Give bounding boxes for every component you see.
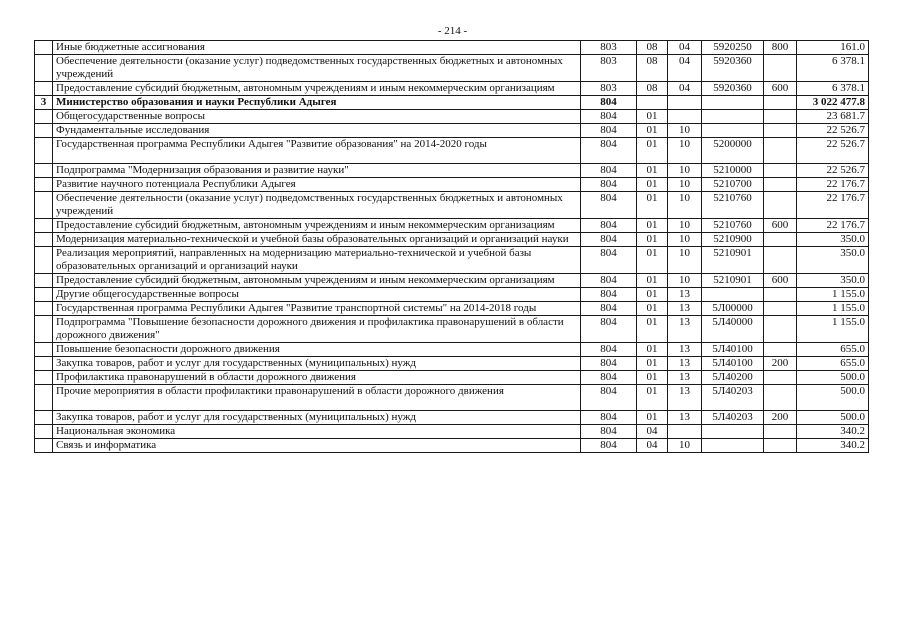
amount-cell: 23 681.7 (797, 110, 869, 124)
table-row (35, 425, 869, 439)
item-name-cell: Фундаментальные исследования (53, 124, 581, 138)
amount-cell: 22 526.7 (797, 138, 869, 164)
expense-type-code-cell (764, 110, 797, 124)
ministry-code-cell: 804 (581, 124, 637, 138)
expense-type-code-cell (764, 316, 797, 343)
section-code-cell: 08 (637, 41, 668, 55)
amount-cell: 1 155.0 (797, 302, 869, 316)
subsection-code-cell: 04 (668, 82, 702, 96)
table-row (35, 110, 869, 124)
subsection-code-cell: 13 (668, 343, 702, 357)
expense-type-code-cell (764, 96, 797, 110)
subsection-code-cell: 10 (668, 138, 702, 164)
table-row (35, 138, 869, 164)
table-row (35, 55, 869, 82)
item-name-cell: Закупка товаров, работ и услуг для государственных (муниципальных) нужд (53, 357, 581, 371)
target-article-code-cell: 5920360 (702, 82, 764, 96)
item-name-cell: Связь и информатика (53, 439, 581, 453)
target-article-code-cell: 5Л40100 (702, 343, 764, 357)
expense-type-code-cell (764, 439, 797, 453)
subsection-code-cell: 04 (668, 55, 702, 82)
row-number-cell (35, 371, 53, 385)
target-article-code-cell: 5210760 (702, 192, 764, 219)
subsection-code-cell: 13 (668, 288, 702, 302)
item-name-cell: Государственная программа Республики Адыгея "Развитие образования" на 2014-2020 годы (53, 138, 581, 164)
target-article-code-cell (702, 439, 764, 453)
amount-cell: 655.0 (797, 343, 869, 357)
row-number-cell (35, 164, 53, 178)
target-article-code-cell: 5Л00000 (702, 302, 764, 316)
subsection-code-cell: 10 (668, 274, 702, 288)
row-number-cell (35, 247, 53, 274)
table-row (35, 316, 869, 343)
amount-cell: 500.0 (797, 385, 869, 411)
expense-type-code-cell (764, 178, 797, 192)
item-name-cell: Государственная программа Республики Адыгея "Развитие транспортной системы" на 2014-2018 годы (53, 302, 581, 316)
subsection-code-cell: 13 (668, 385, 702, 411)
expense-type-code-cell (764, 192, 797, 219)
subsection-code-cell: 10 (668, 247, 702, 274)
table-row (35, 385, 869, 411)
ministry-code-cell: 803 (581, 55, 637, 82)
section-code-cell: 01 (637, 192, 668, 219)
expense-type-code-cell: 600 (764, 274, 797, 288)
section-code-cell: 01 (637, 385, 668, 411)
item-name-cell: Модернизация материально-технической и учебной базы образовательных организаций и организаций науки (53, 233, 581, 247)
section-code-cell: 01 (637, 247, 668, 274)
amount-cell: 22 526.7 (797, 124, 869, 138)
budget-table-body (35, 41, 869, 453)
row-number-cell (35, 274, 53, 288)
table-row (35, 164, 869, 178)
target-article-code-cell: 5Л40200 (702, 371, 764, 385)
amount-cell: 340.2 (797, 439, 869, 453)
table-row (35, 247, 869, 274)
row-number-cell (35, 178, 53, 192)
subsection-code-cell: 10 (668, 164, 702, 178)
amount-cell: 22 526.7 (797, 164, 869, 178)
page-number: - 214 - (437, 25, 468, 37)
row-number-cell (35, 138, 53, 164)
section-code-cell: 01 (637, 357, 668, 371)
expense-type-code-cell (764, 288, 797, 302)
amount-cell: 22 176.7 (797, 219, 869, 233)
ministry-code-cell: 804 (581, 385, 637, 411)
target-article-code-cell (702, 124, 764, 138)
subsection-code-cell (668, 110, 702, 124)
subsection-code-cell (668, 425, 702, 439)
table-row (35, 178, 869, 192)
item-name-cell: Предоставление субсидий бюджетным, автономным учреждениям и иным некоммерческим организациям (53, 82, 581, 96)
ministry-code-cell: 804 (581, 233, 637, 247)
table-row (35, 274, 869, 288)
section-code-cell: 01 (637, 371, 668, 385)
target-article-code-cell (702, 96, 764, 110)
expense-type-code-cell: 200 (764, 357, 797, 371)
amount-cell: 350.0 (797, 233, 869, 247)
item-name-cell: Реализация мероприятий, направленных на модернизацию материально-технической и учебной базы образовательных организаций и организаций науки (53, 247, 581, 274)
target-article-code-cell: 5210700 (702, 178, 764, 192)
target-article-code-cell: 5200000 (702, 138, 764, 164)
section-code-cell: 01 (637, 219, 668, 233)
table-row (35, 302, 869, 316)
amount-cell: 161.0 (797, 41, 869, 55)
row-number-cell (35, 233, 53, 247)
section-code-cell: 01 (637, 302, 668, 316)
subsection-code-cell: 10 (668, 439, 702, 453)
expense-type-code-cell (764, 385, 797, 411)
ministry-code-cell: 804 (581, 178, 637, 192)
amount-cell: 6 378.1 (797, 82, 869, 96)
subsection-code-cell (668, 96, 702, 110)
row-number-cell (35, 302, 53, 316)
subsection-code-cell: 10 (668, 178, 702, 192)
table-row (35, 124, 869, 138)
item-name-cell: Другие общегосударственные вопросы (53, 288, 581, 302)
amount-cell: 655.0 (797, 357, 869, 371)
item-name-cell: Предоставление субсидий бюджетным, автономным учреждениям и иным некоммерческим организациям (53, 219, 581, 233)
amount-cell: 350.0 (797, 274, 869, 288)
amount-cell: 1 155.0 (797, 288, 869, 302)
target-article-code-cell: 5Л40203 (702, 385, 764, 411)
item-name-cell: Развитие научного потенциала Республики Адыгея (53, 178, 581, 192)
amount-cell: 350.0 (797, 247, 869, 274)
subsection-code-cell: 10 (668, 192, 702, 219)
row-number-cell (35, 357, 53, 371)
table-row (35, 357, 869, 371)
section-code-cell: 01 (637, 316, 668, 343)
ministry-code-cell: 804 (581, 357, 637, 371)
ministry-code-cell: 804 (581, 316, 637, 343)
row-number-cell (35, 55, 53, 82)
amount-cell: 340.2 (797, 425, 869, 439)
subsection-code-cell: 13 (668, 302, 702, 316)
expense-type-code-cell: 600 (764, 82, 797, 96)
target-article-code-cell: 5920360 (702, 55, 764, 82)
subsection-code-cell: 10 (668, 124, 702, 138)
expense-type-code-cell (764, 138, 797, 164)
expense-type-code-cell: 600 (764, 219, 797, 233)
row-number-cell (35, 110, 53, 124)
section-code-cell: 01 (637, 178, 668, 192)
ministry-code-cell: 804 (581, 439, 637, 453)
ministry-code-cell: 804 (581, 247, 637, 274)
target-article-code-cell: 5210900 (702, 233, 764, 247)
target-article-code-cell: 5Л40000 (702, 316, 764, 343)
expense-type-code-cell (764, 164, 797, 178)
target-article-code-cell: 5210760 (702, 219, 764, 233)
row-number-cell (35, 219, 53, 233)
table-row (35, 233, 869, 247)
item-name-cell: Повышение безопасности дорожного движения (53, 343, 581, 357)
budget-table (34, 40, 869, 453)
table-row (35, 411, 869, 425)
section-code-cell: 01 (637, 233, 668, 247)
section-code-cell: 01 (637, 411, 668, 425)
section-code-cell (637, 96, 668, 110)
row-number-cell (35, 41, 53, 55)
expense-type-code-cell (764, 233, 797, 247)
ministry-code-cell: 804 (581, 302, 637, 316)
ministry-code-cell: 804 (581, 288, 637, 302)
item-name-cell: Подпрограмма "Повышение безопасности дорожного движения и профилактика правонарушений в области дорожного движения" (53, 316, 581, 343)
target-article-code-cell: 5Л40203 (702, 411, 764, 425)
ministry-code-cell: 804 (581, 274, 637, 288)
row-number-cell (35, 288, 53, 302)
table-row (35, 371, 869, 385)
target-article-code-cell: 5210901 (702, 274, 764, 288)
item-name-cell: Министерство образования и науки Республики Адыгея (53, 96, 581, 110)
item-name-cell: Профилактика правонарушений в области дорожного движения (53, 371, 581, 385)
section-code-cell: 04 (637, 425, 668, 439)
row-number-cell (35, 439, 53, 453)
section-code-cell: 01 (637, 288, 668, 302)
row-number-cell (35, 316, 53, 343)
section-code-cell: 01 (637, 343, 668, 357)
target-article-code-cell (702, 425, 764, 439)
row-number-cell (35, 425, 53, 439)
subsection-code-cell: 13 (668, 357, 702, 371)
ministry-code-cell: 804 (581, 371, 637, 385)
expense-type-code-cell: 800 (764, 41, 797, 55)
amount-cell: 22 176.7 (797, 178, 869, 192)
item-name-cell: Обеспечение деятельности (оказание услуг) подведомственных государственных бюджетных и автономных учреждений (53, 55, 581, 82)
section-code-cell: 01 (637, 274, 668, 288)
expense-type-code-cell: 200 (764, 411, 797, 425)
amount-cell: 500.0 (797, 411, 869, 425)
amount-cell: 1 155.0 (797, 316, 869, 343)
expense-type-code-cell (764, 247, 797, 274)
table-row (35, 82, 869, 96)
table-row (35, 41, 869, 55)
section-code-cell: 04 (637, 439, 668, 453)
amount-cell: 6 378.1 (797, 55, 869, 82)
row-number-cell (35, 385, 53, 411)
section-code-cell: 01 (637, 124, 668, 138)
ministry-code-cell: 803 (581, 41, 637, 55)
section-code-cell: 01 (637, 138, 668, 164)
section-code-cell: 01 (637, 164, 668, 178)
section-code-cell: 01 (637, 110, 668, 124)
item-name-cell: Обеспечение деятельности (оказание услуг) подведомственных государственных бюджетных и автономных учреждений (53, 192, 581, 219)
ministry-code-cell: 804 (581, 425, 637, 439)
target-article-code-cell (702, 288, 764, 302)
row-number-cell (35, 124, 53, 138)
ministry-code-cell: 804 (581, 219, 637, 233)
row-number-cell (35, 343, 53, 357)
item-name-cell: Общегосударственные вопросы (53, 110, 581, 124)
item-name-cell: Иные бюджетные ассигнования (53, 41, 581, 55)
expense-type-code-cell (764, 124, 797, 138)
ministry-code-cell: 804 (581, 164, 637, 178)
target-article-code-cell: 5210901 (702, 247, 764, 274)
section-code-cell: 08 (637, 82, 668, 96)
target-article-code-cell: 5210000 (702, 164, 764, 178)
ministry-code-cell: 804 (581, 343, 637, 357)
subsection-code-cell: 04 (668, 41, 702, 55)
ministry-code-cell: 804 (581, 110, 637, 124)
subsection-code-cell: 10 (668, 233, 702, 247)
row-number-cell (35, 411, 53, 425)
item-name-cell: Национальная экономика (53, 425, 581, 439)
expense-type-code-cell (764, 55, 797, 82)
subsection-code-cell: 13 (668, 316, 702, 343)
expense-type-code-cell (764, 343, 797, 357)
target-article-code-cell: 5920250 (702, 41, 764, 55)
table-row (35, 219, 869, 233)
expense-type-code-cell (764, 302, 797, 316)
row-number-cell (35, 192, 53, 219)
ministry-code-cell: 804 (581, 411, 637, 425)
ministry-code-cell: 803 (581, 82, 637, 96)
amount-cell: 3 022 477.8 (797, 96, 869, 110)
item-name-cell: Предоставление субсидий бюджетным, автономным учреждениям и иным некоммерческим организациям (53, 274, 581, 288)
target-article-code-cell (702, 110, 764, 124)
item-name-cell: Прочие мероприятия в области профилактики правонарушений в области дорожного движения (53, 385, 581, 411)
amount-cell: 22 176.7 (797, 192, 869, 219)
ministry-code-cell: 804 (581, 96, 637, 110)
subsection-code-cell: 10 (668, 219, 702, 233)
row-number-cell: 3 (35, 96, 53, 110)
subsection-code-cell: 13 (668, 371, 702, 385)
table-row (35, 343, 869, 357)
expense-type-code-cell (764, 425, 797, 439)
section-code-cell: 08 (637, 55, 668, 82)
item-name-cell: Закупка товаров, работ и услуг для государственных (муниципальных) нужд (53, 411, 581, 425)
amount-cell: 500.0 (797, 371, 869, 385)
table-row (35, 288, 869, 302)
ministry-code-cell: 804 (581, 138, 637, 164)
subsection-code-cell: 13 (668, 411, 702, 425)
item-name-cell: Подпрограмма "Модернизация образования и развитие науки" (53, 164, 581, 178)
target-article-code-cell: 5Л40100 (702, 357, 764, 371)
table-row (35, 439, 869, 453)
table-row (35, 192, 869, 219)
ministry-code-cell: 804 (581, 192, 637, 219)
table-row (35, 96, 869, 110)
expense-type-code-cell (764, 371, 797, 385)
row-number-cell (35, 82, 53, 96)
